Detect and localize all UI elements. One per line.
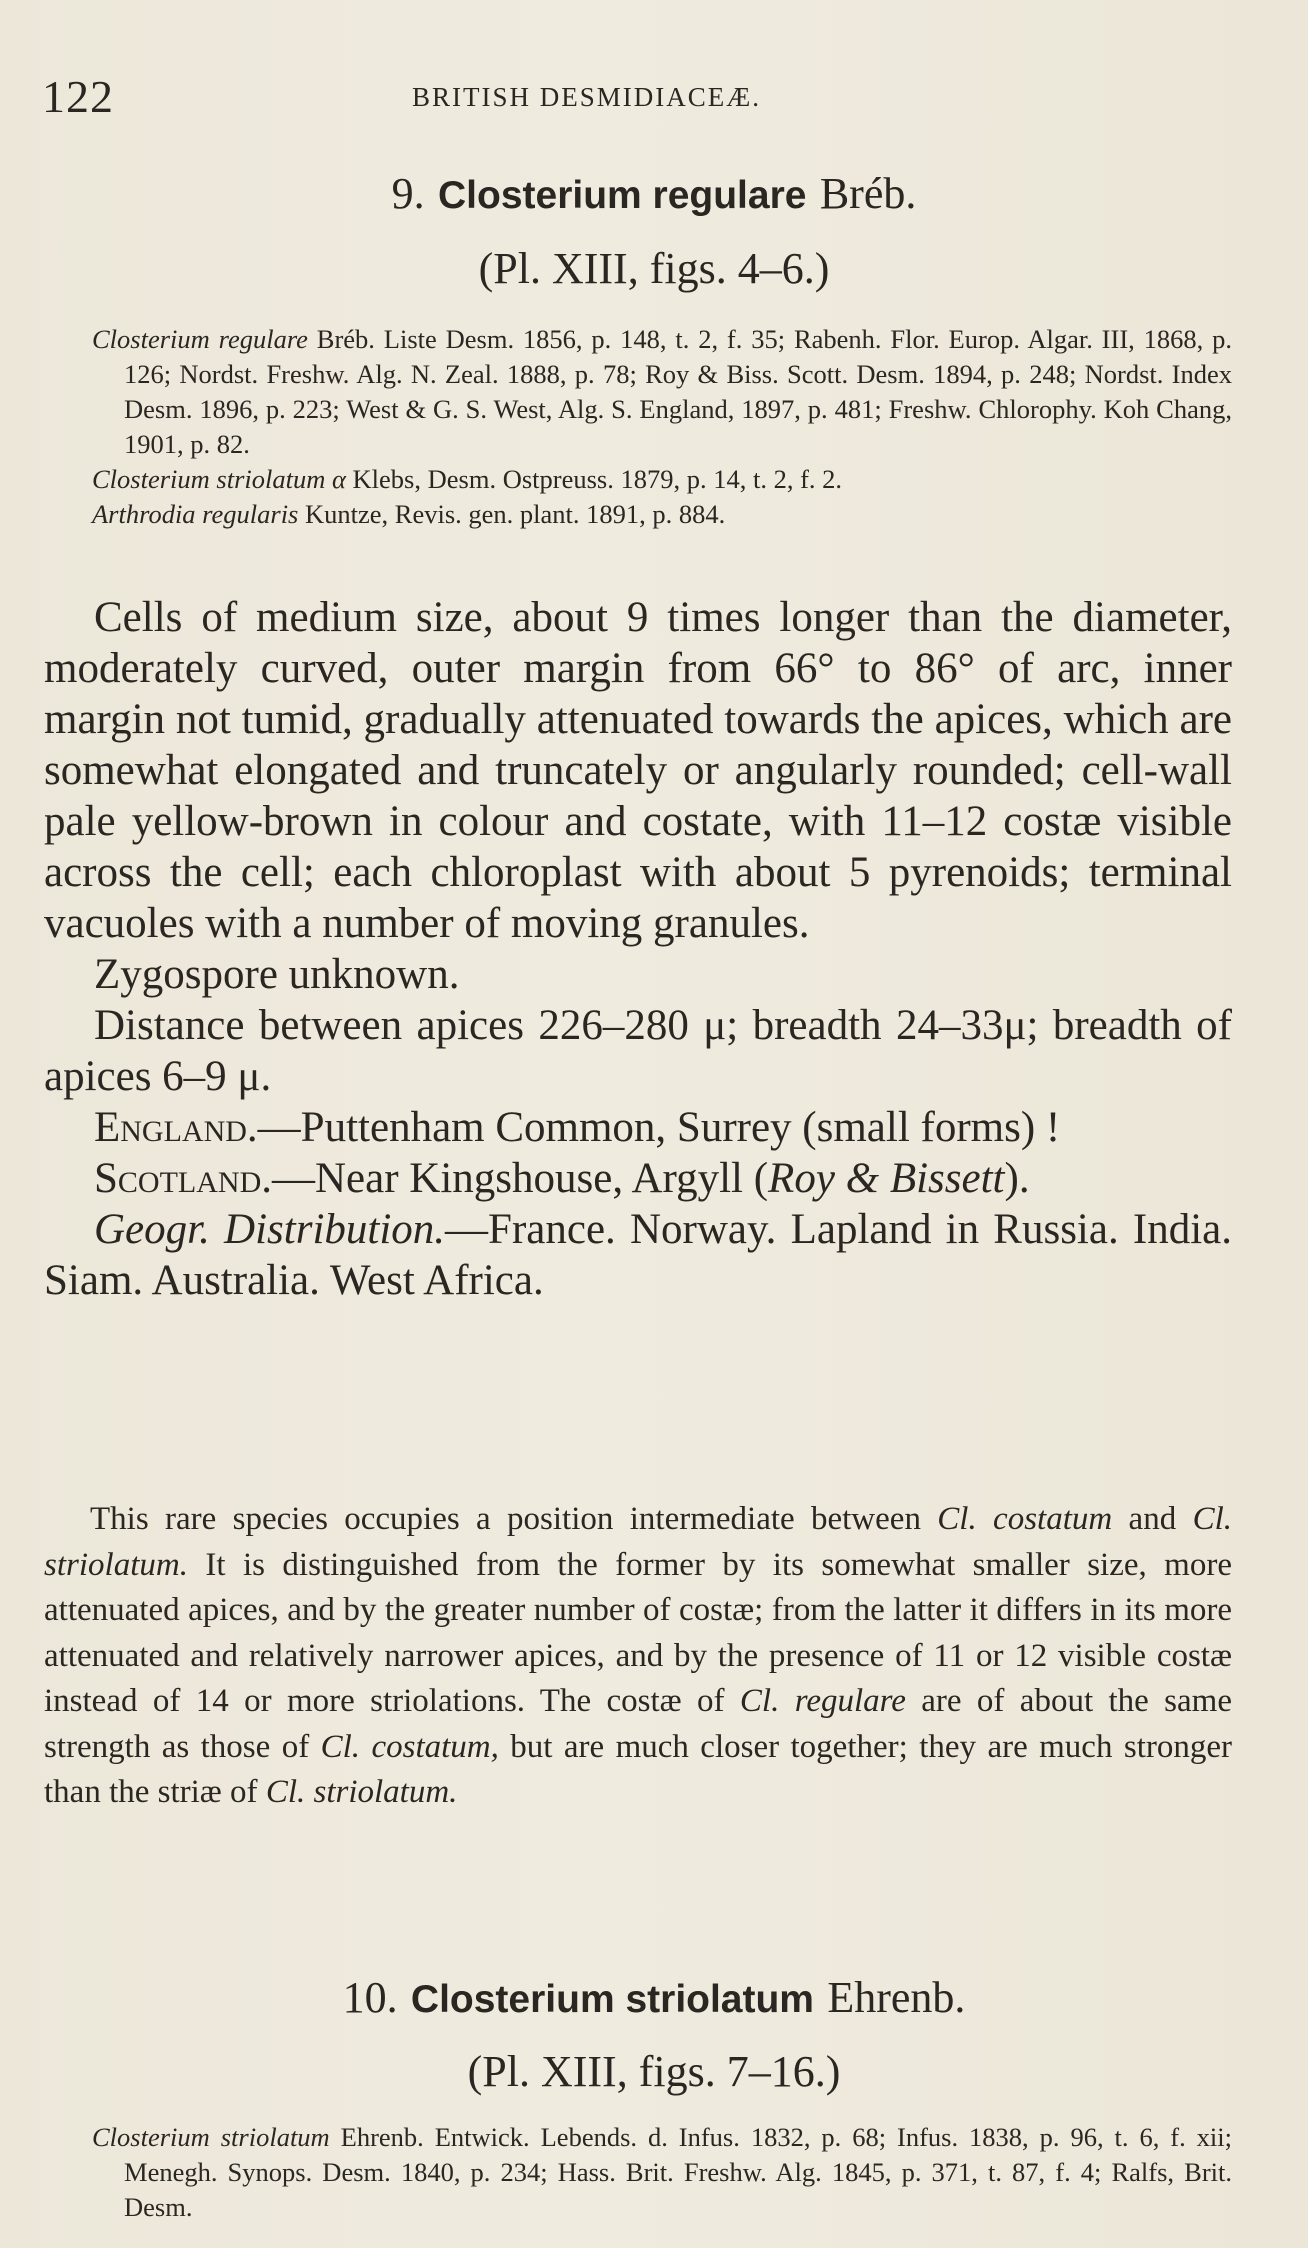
remarks-taxon: Cl. costatum — [937, 1501, 1113, 1537]
reference-taxon: Closterium striolatum α — [92, 464, 346, 494]
species-number: 10. — [342, 1973, 398, 2022]
reference-text: Bréb. Liste Desm. 1856, p. 148, t. 2, f. 35; Rabenh. Flor. Europ. Algar. III, 1868, p. 126; Nordst. Freshw. Alg. N. Zeal. 1888, p. 78; Roy & Biss. Scott. Desm. 1894, p. 248; Nordst. Index Desm. 1896, p. 223; West & G. S. West, Alg. S. England, 1897, p. 481; Freshw. Chlorophy. Koh Chang, 1901, p. 82. — [124, 324, 1232, 459]
scotland-collectors: Roy & Bissett — [768, 1155, 1005, 1202]
species-authority: Ehrenb. — [827, 1973, 966, 2022]
remarks-taxon: Cl. striolatum. — [265, 1774, 458, 1810]
locality-england — [44, 1102, 1232, 1153]
remarks-paragraph — [44, 1497, 1232, 1816]
running-head: BRITISH DESMIDIACEÆ. — [412, 82, 762, 112]
locality-scotland — [44, 1153, 1232, 1204]
reference-entry — [92, 497, 1232, 532]
remarks — [44, 1497, 1232, 1816]
plate-reference: (Pl. XIII, figs. 7–16.) — [467, 2047, 841, 2096]
synonymy-references — [92, 322, 1232, 532]
remarks-text: This rare species occupies a position intermediate between — [90, 1501, 938, 1537]
remarks-taxon: Cl. regulare — [739, 1683, 906, 1719]
reference-entry — [92, 2120, 1232, 2225]
plate-reference: (Pl. XIII, figs. 4–6.) — [478, 244, 830, 293]
scotland-localities: .—Near Kingshouse, Argyll ( — [261, 1155, 769, 1202]
species-number: 9. — [391, 169, 425, 218]
species-authority: Bréb. — [819, 169, 917, 218]
distribution-text: —France. Norway. Lapland in Russia. India. Siam. Australia. West Africa. — [44, 1206, 1232, 1304]
page-header — [42, 70, 1242, 130]
reference-taxon: Arthrodia regularis — [92, 499, 299, 529]
reference-taxon: Closterium regulare — [92, 324, 308, 354]
zygospore-note: Zygospore unknown. — [94, 951, 460, 998]
region-scotland: Scotland — [94, 1155, 262, 1202]
remarks-taxon: Cl. striolatum. — [44, 1501, 1232, 1583]
dimensions: Distance between apices 226–280 μ; breadth 24–33μ; breadth of apices 6–9 μ. — [44, 1002, 1232, 1100]
reference-text: Klebs, Desm. Ostpreuss. 1879, p. 14, t. 2, f. 2. — [345, 464, 843, 494]
reference-taxon: Closterium striolatum — [92, 2122, 330, 2152]
distribution-label: Geogr. Distribution. — [94, 1206, 446, 1253]
remarks-text: It is distinguished from the former by its somewhat smaller size, more attenuated apices, and by the greater number of costæ; from the latter it differs in its more attenuated and relatively narrower apices, and by the presence of 11 or 12 visible costæ instead of 14 or more striolations. The costæ of — [44, 1546, 1232, 1719]
synonymy-references — [92, 2120, 1232, 2225]
reference-text: Kuntze, Revis. gen. plant. 1891, p. 884. — [298, 499, 726, 529]
geographic-distribution — [44, 1204, 1232, 1306]
species-title — [0, 168, 1308, 219]
species-description — [44, 592, 1232, 1306]
remarks-text: are of about the same strength as those of — [44, 1683, 1232, 1765]
species-name: Closterium regulare — [438, 174, 807, 217]
description-paragraph: Cells of medium size, about 9 times longer than the diameter, moderately curved, outer margin from 66° to 86° of arc, inner margin not tumid, gradually attenuated towards the apices, which are somewhat elongated and truncately or angularly rounded; cell-wall pale yellow-brown in colour and costate, with 11–12 costæ visible across the cell; each chloroplast with about 5 pyrenoids; terminal vacuoles with a number of moving granules. — [44, 594, 1232, 947]
england-localities: .—Puttenham Common, Surrey (small forms) ! — [246, 1104, 1061, 1151]
scotland-close: ). — [1004, 1155, 1030, 1202]
reference-entry — [92, 462, 1232, 497]
remarks-taxon: Cl. costatum, — [320, 1728, 499, 1765]
region-england: England — [94, 1104, 247, 1151]
reference-text: Ehrenb. Entwick. Lebends. d. Infus. 1832, p. 68; Infus. 1838, p. 96, t. 6, f. xii; Menegh. Synops. Desm. 1840, p. 234; Hass. Brit. Freshw. Alg. 1845, p. 371, t. 87, f. 4; Ralfs, Brit. Desm. — [124, 2122, 1232, 2222]
reference-entry — [92, 322, 1232, 462]
species-title — [0, 1972, 1308, 2023]
remarks-text: and — [1112, 1501, 1193, 1537]
species-name: Closterium striolatum — [410, 1978, 814, 2021]
remarks-text: but are much closer together; they are much stronger than the striæ of — [44, 1728, 1233, 1810]
page-number: 122 — [42, 71, 114, 122]
